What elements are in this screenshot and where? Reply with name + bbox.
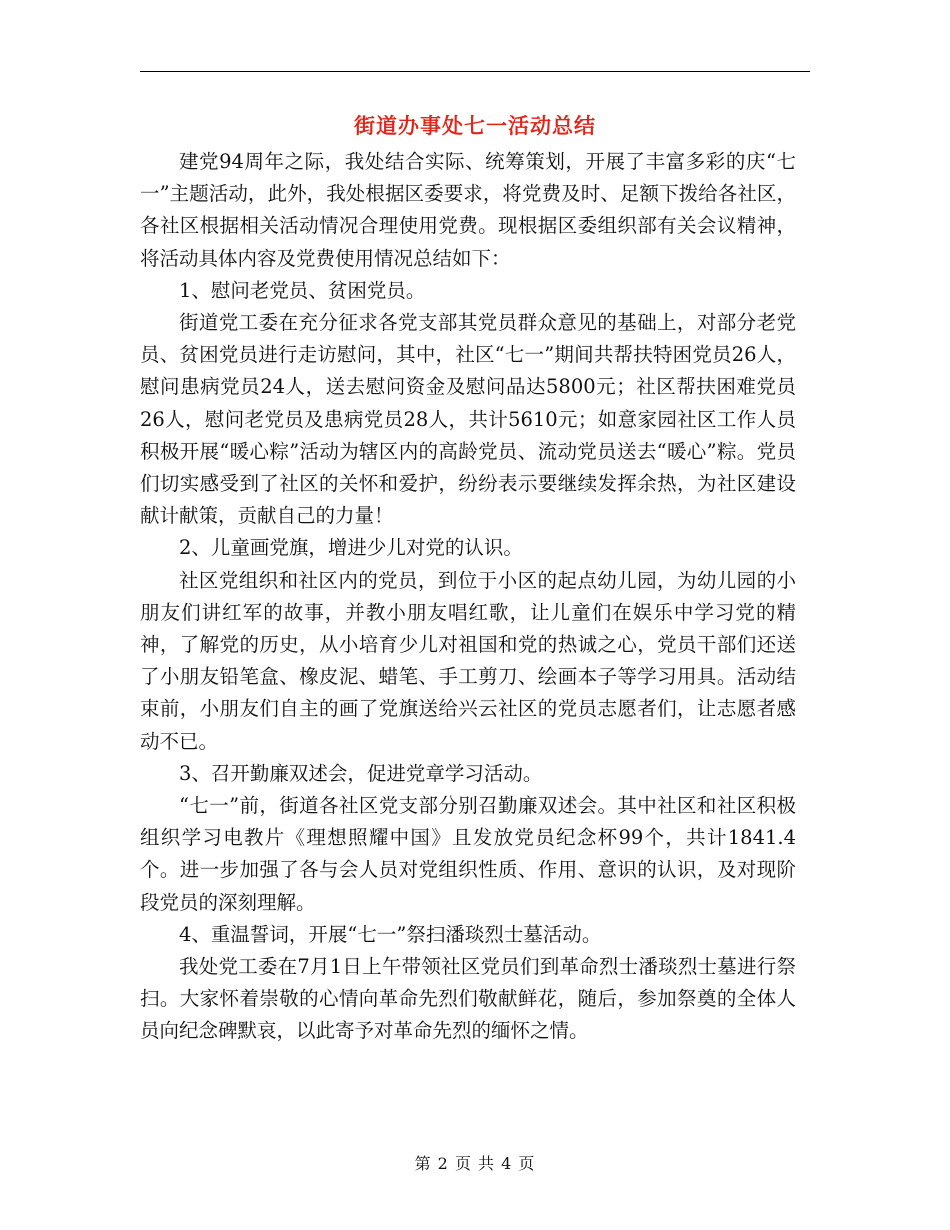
document-body xyxy=(140,146,796,1048)
section-heading-2: 2、儿童画党旗，增进少儿对党的认识。 xyxy=(179,536,523,560)
section-heading-4: 4、重温誓词，开展“七一”祭扫潘琰烈士墓活动。 xyxy=(179,922,602,946)
paragraph-section-3: “七一”前，街道各社区党支部分别召勤廉双述会。其中社区和社区积极组织学习电教片《理想照耀中国》且发放党员纪念杯99个，共计1841.4个。进一步加强了各与会人员对党组织性质、作用、意识的认识，及对现阶段党员的深刻理解。 xyxy=(140,794,796,914)
section-heading-3: 3、召开勤廉双述会，促进党章学习活动。 xyxy=(179,761,543,785)
document-title: 街道办事处七一活动总结 xyxy=(354,114,596,138)
page-footer: 第 2 页 共 4 页 xyxy=(414,1154,536,1173)
paragraph-section-2: 社区党组织和社区内的党员，到位于小区的起点幼儿园，为幼儿园的小朋友们讲红军的故事，并教小朋友唱红歌，让儿童们在娱乐中学习党的精神，了解党的历史，从小培育少儿对祖国和党的热诚之心，党员干部们还送了小朋友铅笔盒、橡皮泥、蜡笔、手工剪刀、绘画本子等学习用具。活动结束前，小朋友们自主的画了党旗送给兴云社区的党员志愿者们，让志愿者感动不已。 xyxy=(140,568,796,753)
header-rule xyxy=(140,71,810,72)
paragraph-intro: 建党94周年之际，我处结合实际、统筹策划，开展了丰富多彩的庆“七一”主题活动，此外，我处根据区委要求，将党费及时、足额下拨给各社区，各社区根据相关活动情况合理使用党费。现根据区委组织部有关会议精神，将活动具体内容及党费使用情况总结如下： xyxy=(140,150,796,270)
paragraph-section-4: 我处党工委在7月1日上午带领社区党员们到革命烈士潘琰烈士墓进行祭扫。大家怀着崇敬的心情向革命先烈们敬献鲜花，随后，参加祭奠的全体人员向纪念碑默哀，以此寄予对革命先烈的缅怀之情。 xyxy=(140,955,796,1043)
section-heading-1: 1、慰问老党员、贫困党员。 xyxy=(179,278,426,302)
paragraph-section-1: 街道党工委在充分征求各党支部其党员群众意见的基础上，对部分老党员、贫困党员进行走访慰问，其中，社区“七一”期间共帮扶特困党员26人，慰问患病党员24人，送去慰问资金及慰问品达5800元；社区帮扶困难党员26人，慰问老党员及患病党员28人，共计5610元；如意家园社区工作人员积极开展“暖心粽”活动为辖区内的高龄党员、流动党员送去“暖心”粽。党员们切实感受到了社区的关怀和爱护，纷纷表示要继续发挥余热，为社区建设献计献策，贡献自己的力量！ xyxy=(140,311,796,528)
